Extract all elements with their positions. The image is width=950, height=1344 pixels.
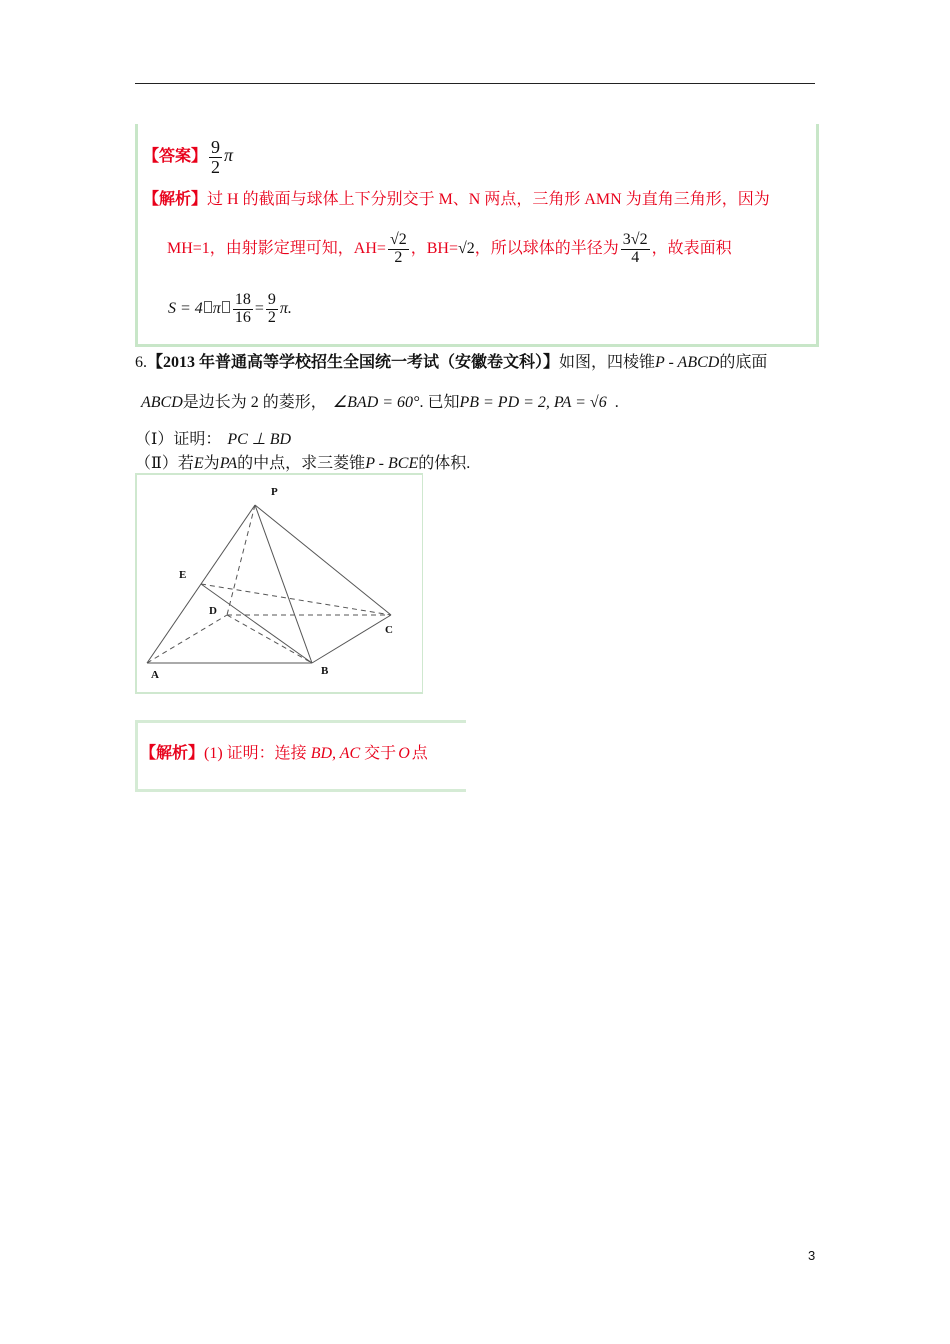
label-b: B	[321, 665, 329, 677]
pyramid-figure	[135, 473, 423, 694]
problem-line-1: 6.【2013 年普通高等学校招生全国统一考试（安徽卷文科）】如图，四棱锥P - ABCD的底面	[135, 354, 768, 371]
ah-fraction: $\frac{√2}{2}$	[389, 231, 407, 266]
label-d: D	[209, 605, 217, 617]
label-a: A	[151, 669, 159, 681]
edge-bc	[312, 615, 391, 663]
label-e: E	[179, 569, 187, 581]
placeholder-box-icon	[222, 301, 230, 313]
answer-pi: π	[224, 145, 234, 166]
edge-pd	[227, 505, 255, 615]
header-rule	[135, 83, 815, 84]
problem-part-1: （Ⅰ）证明： PC ⊥ BD	[135, 431, 292, 448]
answer-tag: 【答案】	[143, 148, 208, 166]
edge-pc	[255, 505, 391, 615]
page-number: 3	[808, 1248, 816, 1263]
edge-eb	[201, 584, 312, 663]
analysis-line-2: MH=1，由射影定理可知，AH= $\frac{√2}{2}$ ，BH=√2，所以球体的半径为 $\frac{3√2}{4}$ ，故表面积	[167, 231, 732, 266]
pyramid-diagram	[137, 475, 422, 692]
s-fraction-1: $\frac{18}{16}$	[234, 291, 251, 326]
analysis-line-1: 【解析】过 H 的截面与球体上下分别交于 M、N 两点，三角形 AMN 为直角三角形，因为	[143, 191, 770, 208]
answer-line	[143, 138, 233, 177]
answer-fraction: $\frac{9}{2}$	[211, 137, 221, 177]
label-p: P	[271, 486, 278, 498]
solution-tag: 【解析】	[140, 745, 205, 762]
placeholder-box-icon	[204, 301, 212, 313]
problem-part-2: （Ⅱ）若E为PA的中点，求三菱锥P - BCE的体积.	[135, 455, 471, 472]
bh-value: √2	[458, 239, 475, 257]
edge-ad	[147, 615, 227, 663]
problem-line-2: ABCD是边长为 2 的菱形， ∠BAD = 60°. 已知PB = PD = 2, PA = √6 .	[141, 394, 619, 411]
analysis-tag: 【解析】	[143, 191, 208, 208]
solution-line: 【解析】(1) 证明：连接 BD, AC 交于 O 点	[140, 745, 428, 762]
surface-area-formula: S = 4 π $\frac{18}{16}$ = $\frac{9}{2}$ π.	[168, 291, 292, 326]
label-c: C	[385, 624, 393, 636]
s-fraction-2: $\frac{9}{2}$	[267, 291, 276, 326]
edge-db	[227, 615, 312, 663]
edge-pb	[255, 505, 312, 663]
edge-ec	[201, 584, 391, 615]
radius-fraction: $\frac{3√2}{4}$	[622, 231, 648, 266]
